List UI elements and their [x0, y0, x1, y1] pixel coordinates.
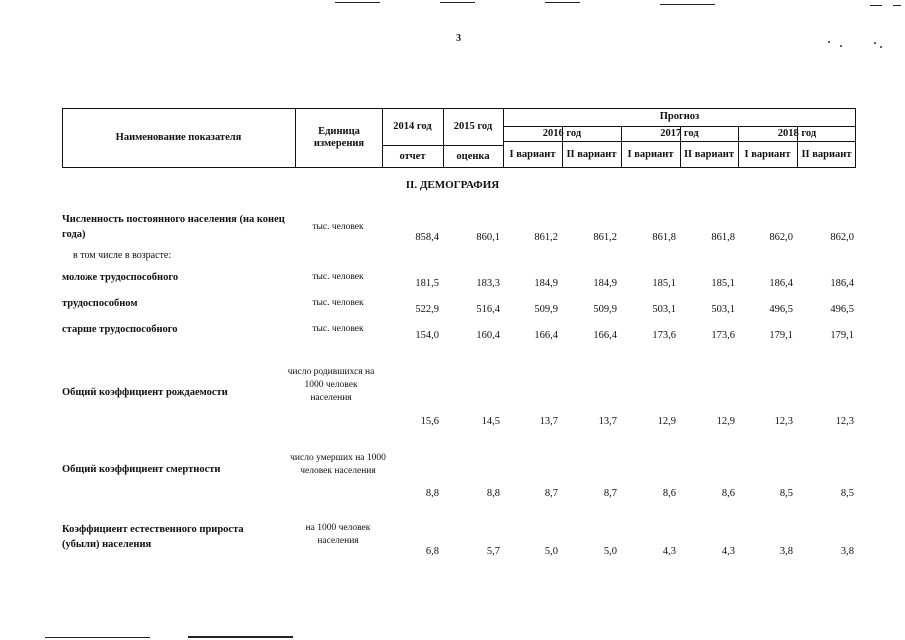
- row-value: 4,3: [662, 546, 676, 557]
- row-value: 503,1: [711, 304, 735, 315]
- scan-speck: [840, 45, 842, 47]
- row-value: 166,4: [534, 330, 558, 341]
- row-value: 516,4: [476, 304, 500, 315]
- section-title: II. ДЕМОГРАФИЯ: [405, 179, 500, 191]
- row-value: 179,1: [769, 330, 793, 341]
- scan-artifact: [870, 5, 882, 6]
- scan-speck: [874, 42, 876, 44]
- header-2017-var2: II вариант: [683, 148, 735, 160]
- row-value: 8,8: [486, 488, 500, 499]
- page-number: 3: [456, 33, 461, 44]
- row-value: 185,1: [711, 278, 735, 289]
- row-value: 862,0: [769, 232, 793, 243]
- row-value: 166,4: [593, 330, 617, 341]
- scan-artifact: [45, 637, 150, 638]
- row-label: Общий коэффициент рождаемости: [62, 387, 228, 398]
- row-unit: число родившихся на 1000 человек населения: [287, 367, 375, 403]
- row-value: 183,3: [476, 278, 500, 289]
- scan-speck: [828, 41, 830, 43]
- row-value: 154,0: [415, 330, 439, 341]
- row-label: трудоспособном: [62, 298, 138, 309]
- row-value: 503,1: [652, 304, 676, 315]
- row-value: 509,9: [593, 304, 617, 315]
- row-value: 13,7: [598, 416, 617, 427]
- scan-artifact: [440, 2, 475, 3]
- row-value: 13,7: [539, 416, 558, 427]
- header-2016: 2016 год: [542, 127, 582, 139]
- scan-artifact: [545, 2, 580, 3]
- row-value: 186,4: [769, 278, 793, 289]
- row-value: 861,8: [711, 232, 735, 243]
- row-value: 8,5: [779, 488, 793, 499]
- row-value: 185,1: [652, 278, 676, 289]
- row-value: 522,9: [415, 304, 439, 315]
- header-forecast: Прогноз: [659, 111, 700, 122]
- header-report: отчет: [399, 150, 426, 162]
- row-value: 861,2: [534, 232, 558, 243]
- row-value: 179,1: [830, 330, 854, 341]
- scan-artifact: [335, 2, 380, 3]
- scan-artifact: [893, 5, 901, 6]
- header-2018: 2018 год: [777, 127, 817, 139]
- row-value: 8,7: [603, 488, 617, 499]
- row-value: 861,2: [593, 232, 617, 243]
- row-value: 496,5: [769, 304, 793, 315]
- row-value: 509,9: [534, 304, 558, 315]
- scan-artifact: [660, 4, 715, 5]
- row-value: 3,8: [840, 546, 854, 557]
- header-2015: 2015 год: [453, 120, 493, 132]
- header-unit: Единица измерения: [313, 126, 365, 149]
- header-2014: 2014 год: [393, 120, 432, 132]
- scan-speck: [880, 46, 882, 48]
- header-2017-var1: I вариант: [627, 148, 674, 160]
- row-value: 12,9: [657, 416, 676, 427]
- row-value: 6,8: [425, 546, 439, 557]
- row-value: 8,6: [662, 488, 676, 499]
- row-unit: на 1000 человек населения: [305, 523, 371, 546]
- header-2018-var2: II вариант: [801, 148, 852, 160]
- row-value: 173,6: [652, 330, 676, 341]
- row-value: 181,5: [415, 278, 439, 289]
- row-value: 12,3: [774, 416, 793, 427]
- row-value: 12,3: [835, 416, 854, 427]
- row-value: 160,4: [476, 330, 500, 341]
- row-value: 496,5: [830, 304, 854, 315]
- row-value: 5,0: [544, 546, 558, 557]
- header-estimate: оценка: [456, 150, 490, 162]
- header-2016-var2: II вариант: [566, 148, 617, 160]
- row-value: 184,9: [593, 278, 617, 289]
- row-value: 173,6: [711, 330, 735, 341]
- header-name: Наименование показателя: [115, 132, 242, 143]
- row-value: 8,7: [544, 488, 558, 499]
- row-unit: тыс. человек: [312, 298, 364, 308]
- header-2016-var1: I вариант: [509, 148, 556, 160]
- row-value: 15,6: [420, 416, 439, 427]
- row-value: 5,7: [486, 546, 500, 557]
- row-label: Общий коэффициент смертности: [62, 464, 221, 475]
- row-value: 4,3: [721, 546, 735, 557]
- row-unit: тыс. человек: [312, 272, 364, 282]
- row-value: 8,8: [425, 488, 439, 499]
- row-label: моложе трудоспособного: [62, 272, 179, 283]
- row-value: 186,4: [830, 278, 854, 289]
- header-2017: 2017 год: [660, 127, 699, 139]
- row-value: 3,8: [779, 546, 793, 557]
- row-value: 8,5: [840, 488, 854, 499]
- row-value: 12,9: [716, 416, 735, 427]
- row-value: 862,0: [830, 232, 854, 243]
- row-value: 861,8: [652, 232, 676, 243]
- row-label: старше трудоспособного: [62, 324, 178, 335]
- row-label: Численность постоянного населения (на конец года): [62, 214, 285, 240]
- row-value: 860,1: [476, 232, 500, 243]
- row-value: 14,5: [481, 416, 500, 427]
- row-label: Коэффициент естественного прироста (убыли) населения: [62, 524, 244, 550]
- row-value: 8,6: [721, 488, 735, 499]
- scan-artifact: [188, 636, 293, 638]
- row-unit: тыс. человек: [312, 222, 364, 232]
- row-subheading: в том числе в возрасте:: [73, 250, 172, 261]
- row-value: 5,0: [603, 546, 617, 557]
- header-2018-var1: I вариант: [744, 148, 791, 160]
- row-value: 858,4: [415, 232, 439, 243]
- row-value: 184,9: [534, 278, 558, 289]
- row-unit: тыс. человек: [312, 324, 364, 334]
- row-unit: число умерших на 1000 человек населения: [290, 453, 386, 476]
